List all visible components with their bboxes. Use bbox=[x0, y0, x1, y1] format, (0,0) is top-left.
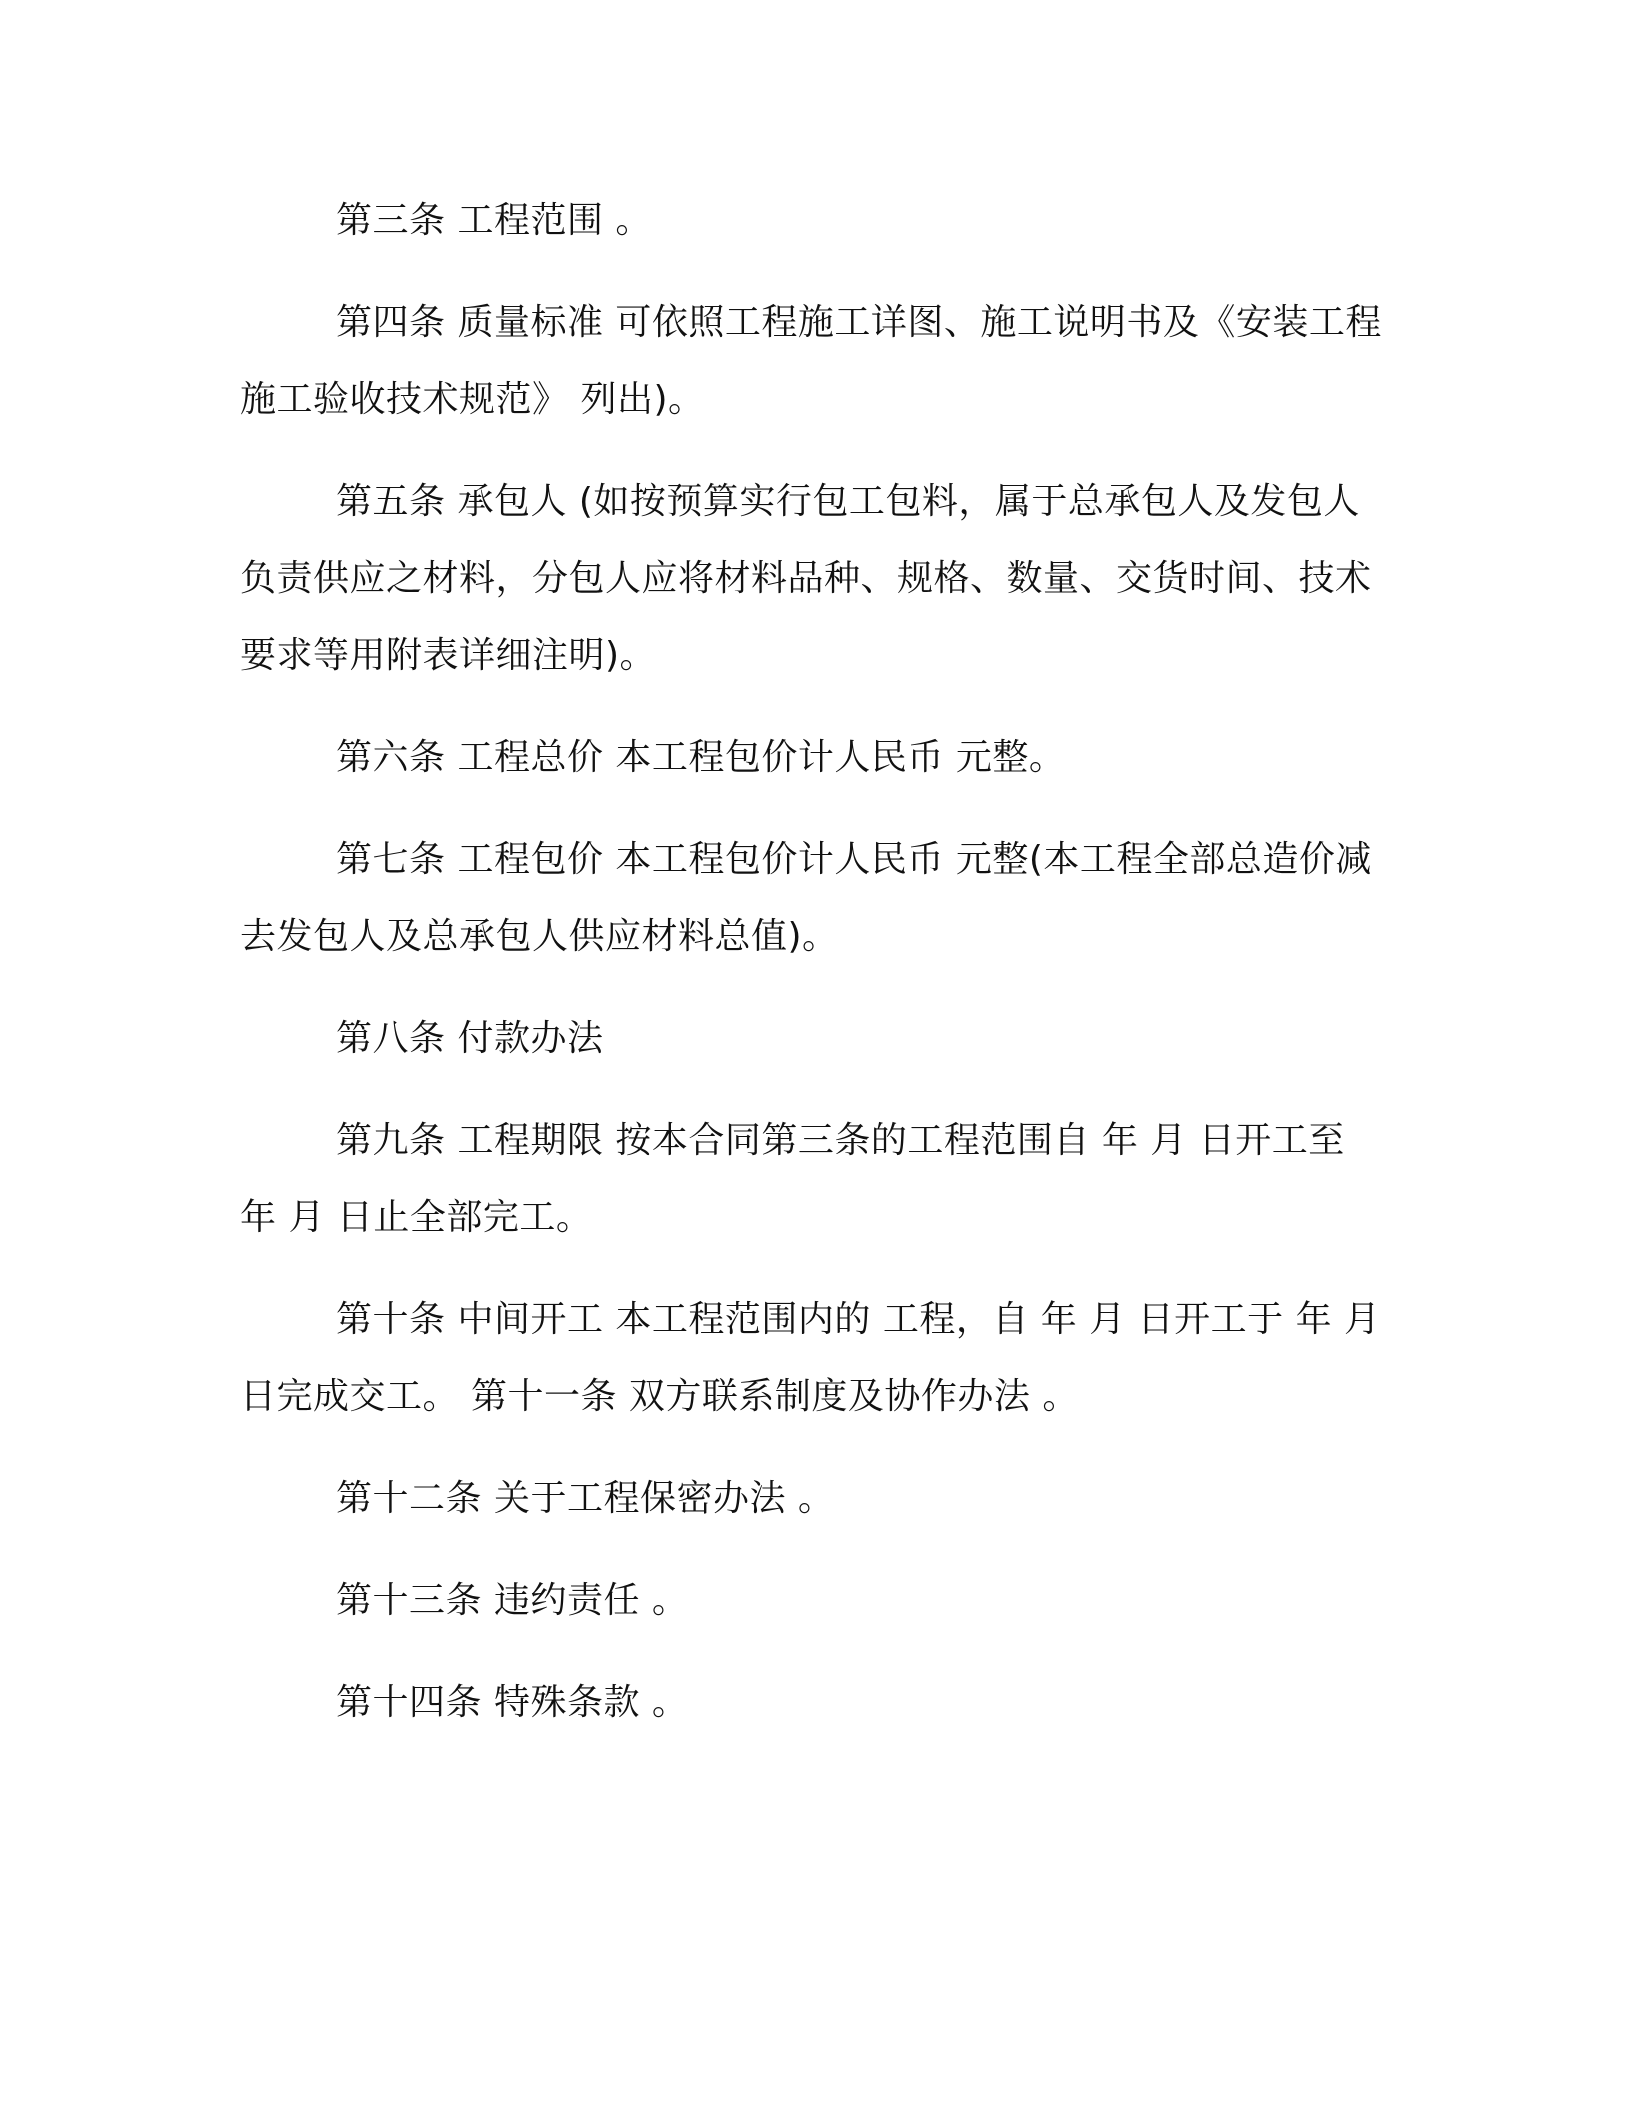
article-6: 第六条 工程总价 本工程包价计人民币 元整。 bbox=[336, 737, 1066, 778]
article-13: 第十三条 违约责任 。 bbox=[336, 1580, 689, 1621]
article-10-11: 第十条 中间开工 本工程范围内的 工程，自 年 月 日开工于 年 月 日完成交工。 第十一条 双方联系制度及协作办法 。 bbox=[240, 1299, 1381, 1417]
article-12: 第十二条 关于工程保密办法 。 bbox=[336, 1478, 835, 1519]
article-5: 第五条 承包人 (如按预算实行包工包料，属于总承包人及发包人负责供应之材料，分包人应将材料品种、规格、数量、交货时间、技术要求等用附表详细注明)。 bbox=[240, 481, 1372, 676]
article-9: 第九条 工程期限 按本合同第三条的工程范围自 年 月 日开工至 年 月 日止全部完工。 bbox=[240, 1120, 1345, 1238]
article-4: 第四条 质量标准 可依照工程施工详图、施工说明书及《安装工程施工验收技术规范》 列出)。 bbox=[240, 302, 1382, 420]
article-8: 第八条 付款办法 bbox=[336, 1018, 604, 1059]
document-body bbox=[240, 182, 1386, 1766]
article-14: 第十四条 特殊条款 。 bbox=[336, 1682, 689, 1723]
article-7: 第七条 工程包价 本工程包价计人民币 元整(本工程全部总造价减去发包人及总承包人供应材料总值)。 bbox=[240, 839, 1372, 957]
article-3: 第三条 工程范围 。 bbox=[336, 200, 652, 241]
